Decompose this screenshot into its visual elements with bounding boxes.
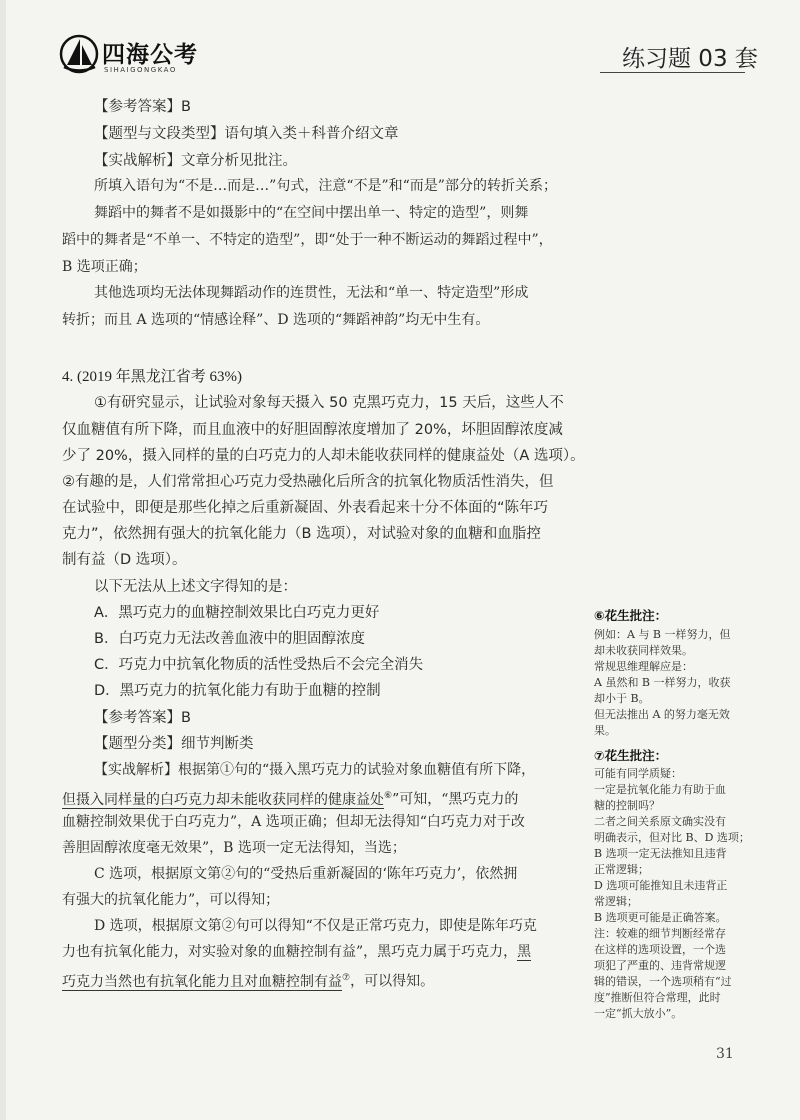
prev-analysis-line: 其他选项均无法体现舞蹈动作的连贯性，无法和“单一、特定造型”形成 [94,285,529,301]
note-marker: ⑥ [384,791,393,801]
analysis-line: 【实战解析】根据第①句的“摄入黑巧克力的试验对象血糖值有所下降， [94,762,536,778]
passage-line: 制有益（D 选项）。 [62,552,187,568]
option-a: A．黑巧克力的血糖控制效果比白巧克力更好 [94,605,380,621]
analysis-text: ”可知，“黑巧克力的 [392,791,519,808]
side-note-line: 二者之间关系原文确实没有 [594,815,726,828]
side-note-line: B 选项一定无法推知且违背 [594,847,727,860]
side-note-line: A 虽然和 B 一样努力，收获 [594,676,731,689]
brand-name: 四海公考 [102,42,198,68]
side-note-line: 注：较难的细节判断经常存 [594,927,726,940]
side-note-line: 糖的控制吗？ [594,799,660,812]
header-rule [600,72,745,73]
side-note-line: 一定是抗氧化能力有助于血 [594,783,726,796]
brand-subtitle: SIHAIGONGKAO [104,66,177,74]
prev-answer: 【参考答案】B [94,99,191,115]
side-note-line: 果。 [594,724,616,737]
side-note-line: 常逻辑； [594,895,638,908]
side-note-line: 度”推断但符合常理，此时 [594,991,721,1004]
option-b: B．白巧克力无法改善血液中的胆固醇浓度 [94,631,365,647]
option-c: C．巧克力中抗氧化物质的活性受热后不会完全消失 [94,657,424,673]
side-note-line: D 选项可能推知且未违背正 [594,879,728,892]
analysis-line: D 选项，根据原文第②句可以得知“不仅是正常巧克力，即使是陈年巧克 [94,918,537,934]
category-line: 【题型分类】细节判断类 [94,736,254,752]
side-note-title: ⑦花生批注： [594,748,668,763]
question-prompt: 以下无法从上述文字得知的是： [94,579,297,595]
analysis-line: 血糖控制效果优于白巧克力”，A 选项正确；但却无法得知“白巧克力对于改 [62,814,525,830]
side-note-line: 常规思维理解应是： [594,660,693,673]
side-note-line: 明确表示，但对比 B、D 选项； [594,831,750,844]
prev-analysis-heading: 【实战解析】文章分析见批注。 [94,153,297,169]
side-note-line: 辑的错误，一个选项稍有“过 [594,975,732,988]
side-note-line: 却小于 B。 [594,692,650,705]
side-note-line: 正常逻辑； [594,863,649,876]
side-note-line: 但无法推出 A 的努力毫无效 [594,708,730,721]
passage-line: 仅血糖值有所下降，而且血液中的好胆固醇浓度增加了 20%，坏胆固醇浓度减 [62,422,563,438]
passage-line: ②有趣的是，人们常常担心巧克力受热融化后所含的抗氧化物质活性消失，但 [62,474,554,490]
note-marker: ⑦ [342,973,351,983]
prev-analysis-line: 转折；而且 A 选项的“情感诠释”、D 选项的“舞蹈神韵”均无中生有。 [62,312,490,328]
underlined-quote: 巧克力当然也有抗氧化能力且对血糖控制有益 [62,973,342,990]
passage-line: 在试验中，即便是那些化掉之后重新凝固、外表看起来十分不体面的“陈年巧 [62,500,549,516]
underlined-quote: 黑 [517,944,532,960]
option-d: D．黑巧克力的抗氧化能力有助于血糖的控制 [94,683,381,699]
page-edge [0,0,6,1120]
prev-analysis-line: B 选项正确； [62,259,147,275]
analysis-line: 有强大的抗氧化能力”，可以得知； [62,892,280,908]
analysis-line: C 选项，根据原文第②句的“受热后重新凝固的‘陈年巧克力’，依然拥 [94,866,518,882]
analysis-line: 善胆固醇浓度毫无效果”，B 选项一定无法得知，当选； [62,840,406,856]
analysis-text: 力也有抗氧化能力，对实验对象的血糖控制有益”，黑巧克力属于巧克力， [62,944,518,960]
analysis-line [62,968,434,992]
prev-analysis-line: 所填入语句为“不是…而是…”句式，注意“不是”和“而是”部分的转折关系； [94,178,557,194]
side-note-line: B 选项更可能是正确答案。 [594,911,727,924]
passage-line: ①有研究显示，让试验对象每天摄入 50 克黑巧克力，15 天后，这些人不 [94,395,564,411]
question-title: 4. (2019 年黑龙江省考 63%) [62,369,242,385]
prev-analysis-line: 蹈中的舞者是“不单一、不特定的造型”，即“处于一种不断运动的舞蹈过程中”， [62,232,553,248]
underlined-quote: 但摄入同样量的白巧克力却未能收获同样的健康益处 [62,791,384,808]
analysis-line [62,786,518,810]
side-note-line: 例如：A 与 B 一样努力，但 [594,628,731,641]
answer-line: 【参考答案】B [94,710,191,726]
side-note-line: 项犯了严重的、违背常规逻 [594,959,726,972]
prev-question-type: 【题型与文段类型】语句填入类＋科普介绍文章 [94,126,399,142]
side-note-line: 却未收获同样效果。 [594,644,693,657]
side-note-line: 可能有同学质疑： [594,767,682,780]
prev-analysis-line: 舞蹈中的舞者不是如摄影中的“在空间中摆出单一、特定的造型”，则舞 [94,205,529,221]
practice-set-title: 练习题 03 套 [622,46,758,72]
side-note-title: ⑥花生批注： [594,608,668,623]
passage-line: 少了 20%，摄入同样的量的白巧克力的人却未能收获同样的健康益处（A 选项）。 [62,448,585,464]
sailboat-logo-icon [58,34,102,74]
side-note-line: 在这样的选项设置，一个选 [594,943,726,956]
passage-line: 克力”，依然拥有强大的抗氧化能力（B 选项），对试验对象的血糖和血脂控 [62,526,541,542]
analysis-line [62,942,531,962]
analysis-text: ，可以得知。 [350,973,435,990]
side-note-line: 一定“抓大放小”。 [594,1007,683,1020]
page-number: 31 [716,1046,734,1062]
